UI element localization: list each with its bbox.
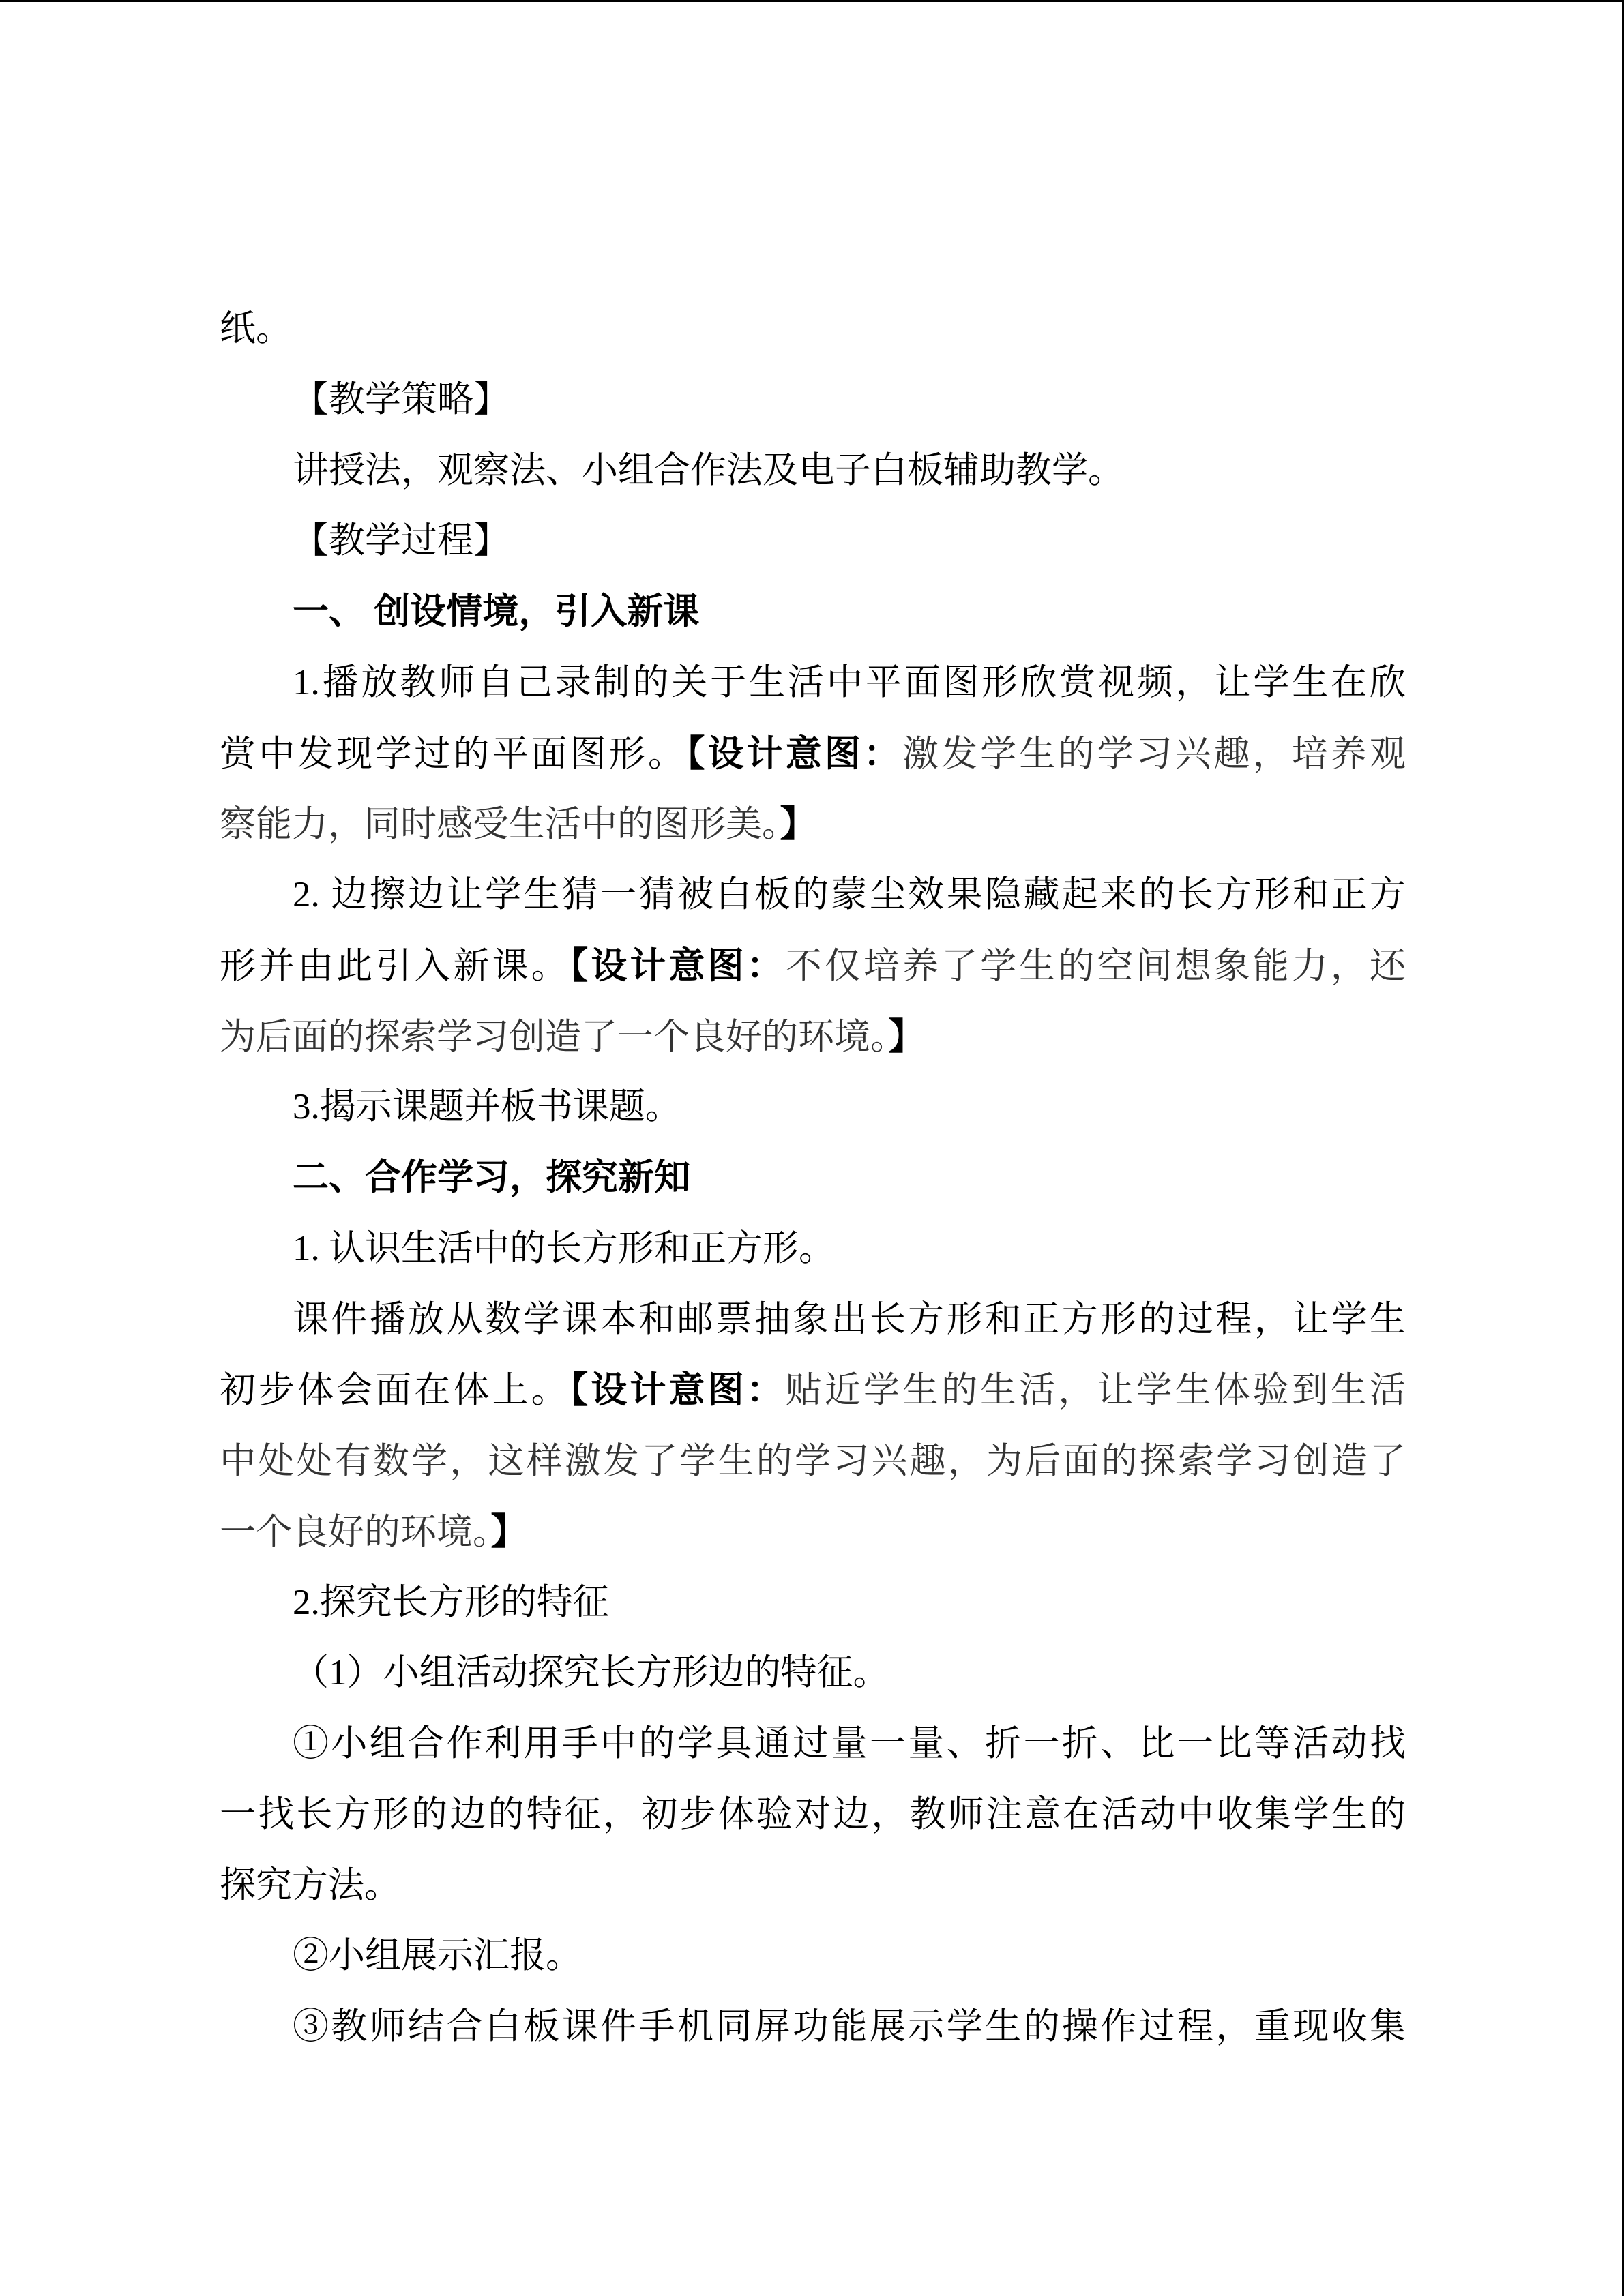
document-body — [220, 294, 1406, 2063]
design-intent-text: 中处处有数学，这样激发了学生的学习兴趣，为后面的探索学习创造了 — [220, 1440, 1406, 1482]
design-intent-close: 】 — [888, 1017, 925, 1057]
page-edge-top — [0, 0, 1624, 2]
process-heading-text: 【教学过程】 — [293, 521, 510, 561]
paragraph-text: 探究方法。 — [220, 1865, 400, 1905]
text-line — [220, 1568, 1406, 1639]
text-line — [220, 1709, 1406, 1780]
text-line — [220, 648, 1406, 719]
paragraph-text: ②小组展示汇报。 — [293, 1936, 582, 1976]
paragraph-text: 一找长方形的边的特征，初步体验对边，教师注意在活动中收集学生的 — [220, 1794, 1406, 1834]
text-line — [220, 1780, 1406, 1851]
design-intent-text: 为后面的探索学习创造了一个良好的环境。 — [220, 1015, 889, 1058]
section-heading-text: 二、合作学习，探究新知 — [293, 1158, 690, 1197]
design-intent-label: 【设计意图： — [570, 1371, 786, 1411]
continuation-text: 纸。 — [220, 309, 292, 348]
text-line — [220, 789, 1406, 860]
text-line — [220, 1214, 1406, 1285]
text-line — [220, 1426, 1406, 1497]
paragraph-text: （1）小组活动探究长方形边的特征。 — [293, 1653, 889, 1693]
design-intent-text: 贴近学生的生活，让学生体验到生活 — [785, 1369, 1406, 1412]
process-heading — [220, 506, 1406, 577]
text-line — [220, 1355, 1406, 1426]
paragraph-text: 1.播放教师自己录制的关于生活中平面图形欣赏视频，让学生在欣 — [293, 662, 1406, 702]
section-heading — [220, 1143, 1406, 1214]
paragraph-text: 2.探究长方形的特征 — [293, 1582, 609, 1622]
text-line — [220, 1002, 1406, 1073]
design-intent-text: 不仅培养了学生的空间想象能力，还 — [785, 944, 1406, 987]
paragraph-text: 1. 认识生活中的长方形和正方形。 — [293, 1228, 835, 1268]
design-intent-label: 【设计意图： — [687, 734, 902, 774]
paragraph-text: 赏中发现学过的平面图形。 — [220, 734, 687, 774]
text-line — [220, 719, 1406, 790]
strategy-text — [220, 436, 1406, 507]
text-line — [220, 1497, 1406, 1568]
text-line — [220, 1992, 1406, 2063]
paragraph-text: 初步体会面在体上。 — [220, 1371, 570, 1411]
paragraph-text: 课件播放从数学课本和邮票抽象出长方形和正方形的过程，让学生 — [293, 1299, 1406, 1339]
design-intent-close: 】 — [780, 805, 816, 845]
continuation-line — [220, 294, 1406, 365]
design-intent-label: 【设计意图： — [570, 946, 786, 986]
design-intent-text: 一个良好的环境。 — [220, 1510, 491, 1553]
text-line — [220, 1638, 1406, 1709]
text-line — [220, 931, 1406, 1002]
text-line — [220, 1851, 1406, 1922]
text-line — [220, 860, 1406, 931]
paragraph-text: 2. 边擦边让学生猜一猜被白板的蒙尘效果隐藏起来的长方形和正方 — [293, 875, 1406, 914]
text-line — [220, 1072, 1406, 1143]
paragraph-text: 3.揭示课题并板书课题。 — [293, 1087, 681, 1127]
strategy-body-text: 讲授法，观察法、小组合作法及电子白板辅助教学。 — [293, 450, 1124, 490]
section-heading-text: 一、 创设情境，引入新课 — [293, 592, 700, 631]
paragraph-text: 形并由此引入新课。 — [220, 946, 570, 986]
design-intent-close: 】 — [490, 1512, 527, 1552]
design-intent-text: 激发学生的学习兴趣，培养观 — [902, 732, 1406, 775]
section-heading — [220, 577, 1406, 648]
strategy-heading — [220, 365, 1406, 436]
paragraph-text: ①小组合作利用手中的学具通过量一量、折一折、比一比等活动找 — [293, 1724, 1406, 1763]
design-intent-text: 察能力，同时感受生活中的图形美。 — [220, 803, 780, 846]
text-line — [220, 1285, 1406, 1356]
strategy-heading-text: 【教学策略】 — [293, 379, 510, 419]
paragraph-text: ③教师结合白板课件手机同屏功能展示学生的操作过程，重现收集 — [293, 2007, 1406, 2046]
text-line — [220, 1921, 1406, 1992]
